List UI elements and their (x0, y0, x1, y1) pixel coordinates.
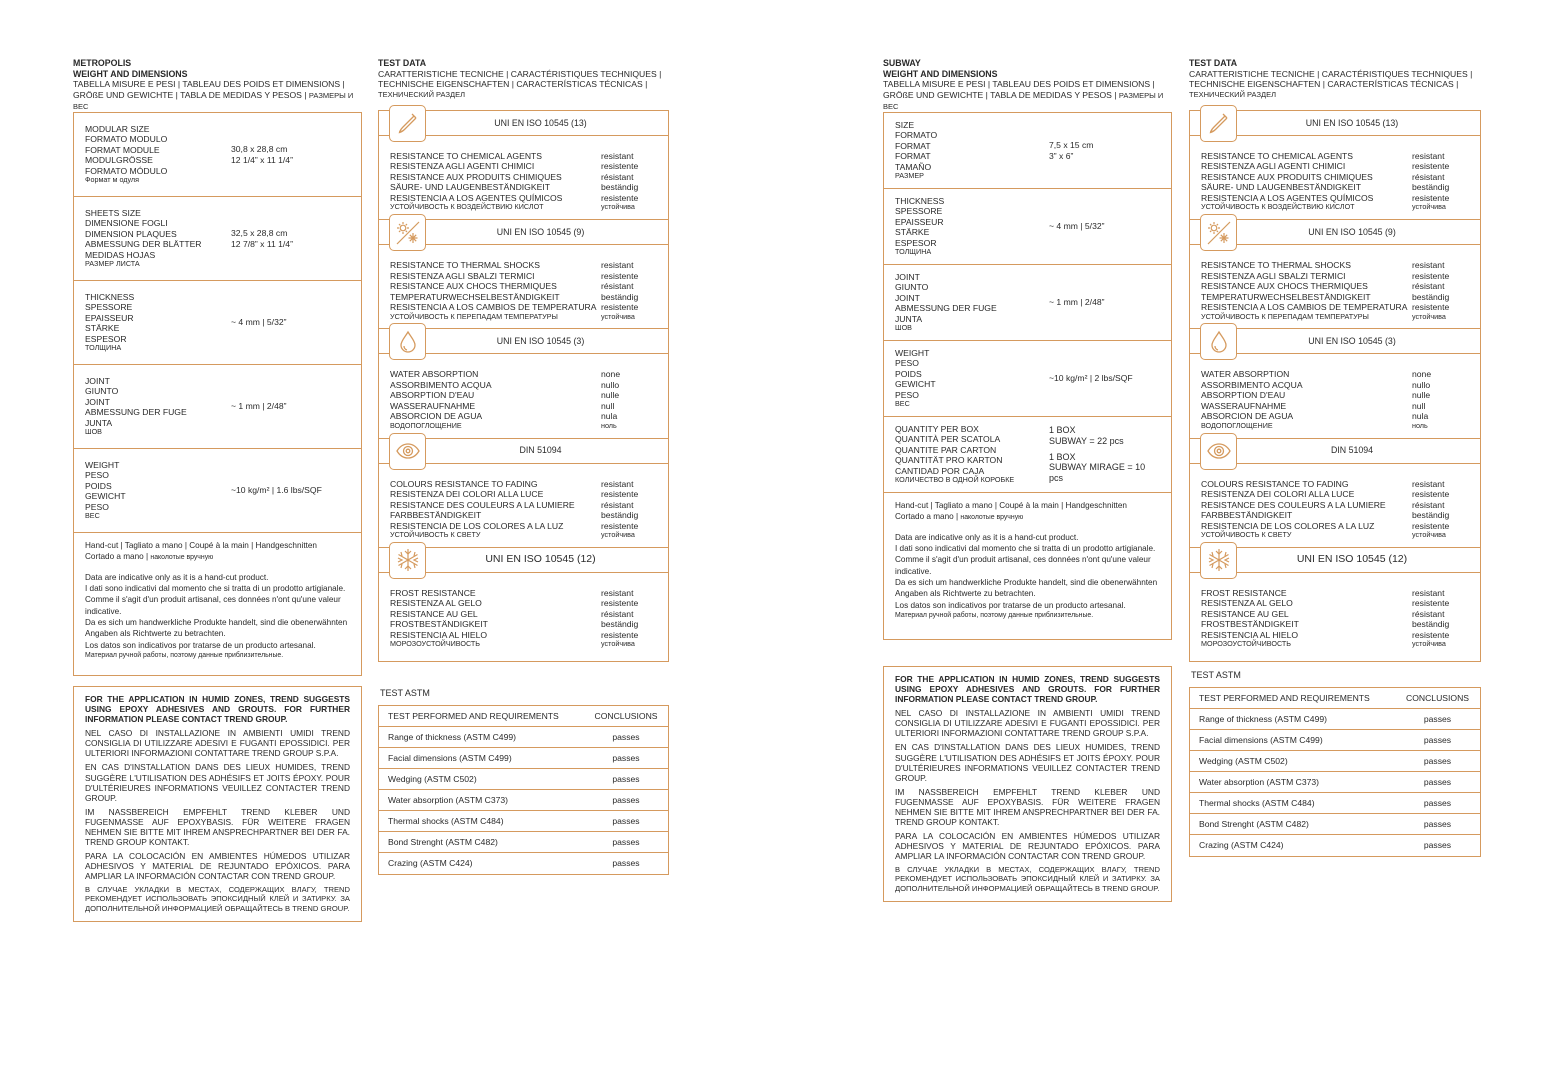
test-result-line: RESISTENCIA A LOS AGENTES QUÍMICOS resistente (390, 192, 639, 203)
test-standard: UNI EN ISO 10545 (9) (496, 226, 585, 237)
astm-header-row: TEST PERFORMED AND REQUIREMENTS CONCLUSIONS (379, 706, 668, 727)
dimension-section: JOINT GIUNTO JOINT ABMESSUNG DER FUGE JUNTA ШОВ ~ 1 mm | 2/48” (74, 365, 361, 449)
astm-row: Wedging (ASTM C502) passes (379, 769, 668, 790)
product-title: METROPOLIS (73, 58, 132, 68)
test-result-line: RESISTANCE AUX PRODUITS CHIMIQUES résistant (390, 171, 634, 182)
test-standard-row (379, 548, 668, 573)
test-results (1190, 354, 1480, 438)
test-result-line: МОРОЗОУСТОЙЧИВОСТЬ устойчива (1201, 639, 1446, 649)
test-result-line: WATER ABSORPTION none (1201, 369, 1432, 380)
dimensions-box (883, 112, 1172, 640)
dimension-section: WEIGHT PESO POIDS GEWICHT PESO ВЕС ~10 kg/m² | 1.6 lbs/SQF (74, 449, 361, 533)
test-standard: UNI EN ISO 10545 (9) (1308, 226, 1396, 237)
dimension-section: THICKNESS SPESSORE EPAISSEUR STÄRKE ESPESOR ТОЛЩИНА ~ 4 mm | 5/32” (884, 189, 1171, 265)
dimension-section: SIZE FORMATO FORMAT FORMAT TAMAÑO РАЗМЕР 7,5 x 15 cm 3” x 6” (884, 113, 1171, 189)
dimension-section: SHEETS SIZE DIMENSIONE FOGLI DIMENSION PLAQUES ABMESSUNG DER BLÄTTER MEDIDAS HOJAS РАЗМЕР ЛИСТА 32,5 x 28,8 cm 12 7/8” x 11 1/4” (74, 197, 361, 281)
test-result-line: SÄURE- UND LAUGENBESTÄNDIGKEIT beständig (390, 182, 639, 193)
test-result-line: RESISTENZA AGLI SBALZI TERMICI resistente (390, 270, 639, 281)
astm-row: Crazing (ASTM C424) passes (1199, 840, 1452, 851)
test-result-line: RESISTENCIA A LOS AGENTES QUÍMICOS resistente (1201, 192, 1450, 203)
test-result-line: RESISTENCIA AL HIELO resistente (1201, 629, 1450, 640)
test-result-line: FARBBESTÄNDIGKEIT beständig (390, 510, 639, 521)
brush-icon (389, 105, 426, 142)
test-result-line: RESISTANCE TO THERMAL SHOCKS resistant (390, 260, 634, 271)
test-results (1190, 136, 1480, 220)
test-result-line: ASSORBIMENTO ACQUA nullo (1201, 379, 1431, 390)
test-results (379, 354, 668, 438)
test-standard-row (1190, 220, 1480, 245)
test-result-line: УСТОЙЧИВОСТЬ К ВОЗДЕЙСТВИЮ КИСЛОТ устойчива (1201, 202, 1446, 212)
test-result-line: RESISTENCIA A LOS CAMBIOS DE TEMPERATURA resistente (390, 302, 639, 313)
header-line: CARATTERISTICHE TECNICHE | CARACTÉRISTIQUES TECHNIQUES | (1189, 68, 1473, 79)
test-standard-row (379, 111, 668, 136)
test-result-line: RESISTANCE DES COULEURS A LA LUMIERE résistant (1201, 499, 1445, 510)
test-result-line: МОРОЗОУСТОЙЧИВОСТЬ устойчива (390, 639, 635, 649)
header-line: ТЕХНИЧЕСКИЙ РАЗДЕЛ (1189, 90, 1276, 100)
test-result-line: RESISTENZA AL GELO resistente (390, 598, 639, 609)
test-result-line: COLOURS RESISTANCE TO FADING resistant (390, 478, 634, 489)
test-result-line: RESISTENCIA AL HIELO resistente (390, 629, 639, 640)
header-line: TECHNISCHE EIGENSCHAFTEN | CARACTERÍSTICAS TÉCNICAS | (378, 79, 648, 90)
header-line: TABELLA MISURE E PESI | TABLEAU DES POIDS ET DIMENSIONS | (73, 79, 345, 90)
test-standard: UNI EN ISO 10545 (13) (494, 117, 587, 128)
test-standard-row (379, 329, 668, 354)
test-standard-row (1190, 329, 1480, 354)
dimension-section: JOINT GIUNTO JOINT ABMESSUNG DER FUGE JUNTA ШОВ ~ 1 mm | 2/48” (884, 265, 1171, 341)
test-result-line: RESISTANCE AU GEL résistant (390, 608, 634, 619)
sun-snowflake-icon (389, 214, 426, 251)
test-result-line: RESISTANCE TO CHEMICAL AGENTS resistant (390, 151, 634, 161)
astm-row: Facial dimensions (ASTM C499) passes (1190, 730, 1480, 751)
test-standard: UNI EN ISO 10545 (12) (1296, 553, 1408, 566)
astm-table (1189, 687, 1481, 857)
test-standard: DIN 51094 (519, 445, 562, 456)
test-result-line: RESISTENZA DEI COLORI ALLA LUCE resistente (390, 489, 639, 500)
section-title: TEST DATA (378, 58, 427, 68)
test-standard: DIN 51094 (1330, 445, 1374, 456)
test-result-line: TEMPERATURWECHSELBESTÄNDIGKEIT beständig (1201, 291, 1450, 302)
subway-column (883, 58, 1172, 902)
test-standard-row (379, 220, 668, 245)
test-standard: UNI EN ISO 10545 (3) (496, 336, 585, 347)
test-data-box (1189, 110, 1481, 662)
test-result-line: SÄURE- UND LAUGENBESTÄNDIGKEIT beständig (1201, 182, 1450, 193)
astm-row: Thermal shocks (ASTM C484) passes (1190, 793, 1480, 814)
test-result-line: УСТОЙЧИВОСТЬ К СВЕТУ устойчива (390, 530, 635, 540)
header-line: TABELLA MISURE E PESI | TABLEAU DES POIDS ET DIMENSIONS | (883, 79, 1155, 90)
section-title: WEIGHT AND DIMENSIONS (883, 68, 998, 79)
test-result-line: WASSERAUFNAHME null (1201, 400, 1426, 411)
astm-row: Thermal shocks (ASTM C484) passes (379, 811, 668, 832)
test-result-line: УСТОЙЧИВОСТЬ К ПЕРЕПАДАМ ТЕМПЕРАТУРЫ устойчива (1201, 311, 1446, 321)
astm-row: Range of thickness (ASTM C499) passes (379, 727, 668, 748)
header-line: GRÖßE UND GEWICHTE | TABLA DE MEDIDAS Y PESOS | РАЗМЕРЫ И ВЕС (883, 89, 1164, 111)
astm-row: Bond Strenght (ASTM C482) passes (1190, 814, 1480, 835)
astm-row: Water absorption (ASTM C373) passes (379, 790, 668, 811)
test-standard: UNI EN ISO 10545 (12) (485, 553, 596, 566)
astm-title: TEST ASTM (1191, 670, 1241, 681)
test-result-line: RESISTANCE AU GEL résistant (1201, 608, 1445, 619)
water-drop-icon (389, 323, 426, 360)
header-line: ТЕХНИЧЕСКИЙ РАЗДЕЛ (378, 90, 465, 100)
test-result-line: WATER ABSORPTION none (390, 369, 621, 380)
test-result-line: RESISTENZA AL GELO resistente (1201, 598, 1450, 609)
astm-header-row: TEST PERFORMED AND REQUIREMENTS CONCLUSIONS (1190, 688, 1480, 709)
snowflake-icon (389, 542, 426, 579)
metropolis-header (73, 58, 362, 112)
test-result-line: УСТОЙЧИВОСТЬ К ПЕРЕПАДАМ ТЕМПЕРАТУРЫ устойчива (390, 311, 635, 321)
test-result-line: RESISTANCE AUX CHOCS THERMIQUES résistant (390, 281, 634, 292)
test-result-line: FROST RESISTANCE resistant (1201, 587, 1445, 598)
test-result-line: RESISTENZA AGLI AGENTI CHIMICI resistente (390, 161, 639, 172)
test-result-line: FARBBESTÄNDIGKEIT beständig (1201, 510, 1450, 521)
dimension-section: THICKNESS SPESSORE EPAISSEUR STÄRKE ESPESOR ТОЛЩИНА ~ 4 mm | 5/32” (74, 281, 361, 365)
test-result-line: RESISTANCE DES COULEURS A LA LUMIERE résistant (390, 499, 634, 510)
test-result-line: ASSORBIMENTO ACQUA nullo (390, 379, 620, 390)
test-data-header (1189, 58, 1481, 110)
test-result-line: RESISTENZA AGLI SBALZI TERMICI resistente (1201, 270, 1450, 281)
test-result-line: ABSORCION DE AGUA nula (1201, 411, 1429, 422)
eye-icon (1200, 433, 1237, 470)
test-result-line: TEMPERATURWECHSELBESTÄNDIGKEIT beständig (390, 291, 639, 302)
test-data-box (378, 110, 669, 662)
astm-row: Crazing (ASTM C424) passes (388, 858, 640, 869)
test-results (379, 136, 668, 220)
dimension-section: MODULAR SIZE FORMATO MODULO FORMAT MODULE MODULGRÖSSE FORMATO MÓDULO Формат м одуля 30,8 x 28,8 cm 12 1/4” x 11 1/4” (74, 113, 361, 197)
test-result-line: ABSORCION DE AGUA nula (390, 411, 618, 422)
test-result-line: RESISTENCIA DE LOS COLORES A LA LUZ resistente (390, 520, 639, 531)
astm-title: TEST ASTM (380, 688, 430, 699)
water-drop-icon (1200, 323, 1237, 360)
astm-row: Water absorption (ASTM C373) passes (1190, 772, 1480, 793)
test-data-header (378, 58, 669, 110)
test-result-line: ABSORPTION D'EAU nulle (1201, 390, 1431, 401)
test-result-line: RESISTANCE AUX PRODUITS CHIMIQUES résistant (1201, 171, 1445, 182)
sun-snowflake-icon (1200, 214, 1237, 251)
subway-header (883, 58, 1172, 112)
eye-icon (389, 433, 426, 470)
test-result-line: УСТОЙЧИВОСТЬ К ВОЗДЕЙСТВИЮ КИСЛОТ устойчива (390, 202, 635, 212)
header-line: CARATTERISTICHE TECNICHE | CARACTÉRISTIQUES TECHNIQUES | (378, 68, 662, 79)
astm-table (378, 705, 669, 875)
section-title: TEST DATA (1189, 58, 1238, 68)
test-data-column-left (378, 58, 669, 875)
test-result-line: ВОДОПОГЛОЩЕНИЕ ноль (1201, 420, 1428, 430)
test-results (379, 573, 668, 661)
test-results (1190, 245, 1480, 329)
test-data-column-right (1189, 58, 1481, 857)
humid-zones-notice: FOR THE APPLICATION IN HUMID ZONES, TREND SUGGESTS USING EPOXY ADHESIVES AND GROUTS. FOR FURTHER INFORMATION PLEASE CONTACT TREND GROUP. NEL CASO DI INSTALLAZIONE IN AMBIENTI UMIDI TREND CONSIGLIA DI UTILIZZARE ADESIVI E FUGANTI EPOSSIDICI. PER ULTERIORI INFORMAZIONI CONTATTARE TREND GROUP S.P.A. EN CAS D'INSTALLATION DANS DES LIEUX HUMIDES, TREND SUGGÈRE L'UTILISATION DES ADHÉSIFS ET JOITS ÉPOXY. POUR D'ULTÉRIEURES INFORMATIONS VEUILLEZ CONTACTER TREND GROUP. IM NASSBEREICH EMPFEHLT TREND KLEBER UND FUGENMASSE AUF EPOXYBASIS. FÜR WEITERE FRAGEN NEHMEN SIE BITTE MIT IHREM ANSPRECHPARTNER BEI DER FA. TREND GROUP KONTAKT. PARA LA COLOCACIÓN EN AMBIENTES HÚMEDOS UTILIZAR ADHESIVOS Y MATERIAL DE REJUNTADO EPÓXICOS. PARA AMPLIAR LA INFORMACIÓN CONTACTAR CON TREND GROUP. В СЛУЧАЕ УКЛАДКИ В МЕСТАХ, СОДЕРЖАЩИХ ВЛАГУ, TREND РЕКОМЕНДУЕТ ИСПОЛЬЗОВАТЬ ЭПОКСИДНЫЙ КЛЕЙ И ЗАТИРКУ. ЗА ДОПОЛНИТЕЛЬНОЙ ИНФОРМАЦИЕЙ ОБРАЩАЙТЕСЬ В TREND GROUP. (73, 686, 362, 922)
test-result-line: FROSTBESTÄNDIGKEIT beständig (390, 619, 639, 630)
dimensions-box (73, 112, 362, 676)
test-result-line: УСТОЙЧИВОСТЬ К СВЕТУ устойчива (1201, 530, 1446, 540)
test-standard: UNI EN ISO 10545 (13) (1305, 117, 1399, 128)
product-title: SUBWAY (883, 58, 921, 68)
test-result-line: COLOURS RESISTANCE TO FADING resistant (1201, 478, 1445, 489)
test-result-line: RESISTENCIA DE LOS COLORES A LA LUZ resistente (1201, 520, 1450, 531)
astm-row: Wedging (ASTM C502) passes (1190, 751, 1480, 772)
test-result-line: RESISTANCE TO THERMAL SHOCKS resistant (1201, 260, 1445, 271)
test-result-line: RESISTANCE TO CHEMICAL AGENTS resistant (1201, 151, 1445, 161)
test-standard-row (1190, 548, 1480, 573)
handcut-note: Hand-cut | Tagliato a mano | Coupé à la main | Handgeschnitten Cortado a mano | наколотые вручную Data are indicative only as it is a hand-cut product. I dati sono indicativi dal momento che si tratta di un prodotto artigianale. Comme il s'agit d'un produit artisanal, ces données n'ont qu'une valeur indicative. Da es sich um handwerkliche Produkte handelt, sind die obenerwähnten Angaben als Richtwerte zu betrachten. Los datos son indicativos por tratarse de un producto artesanal. Материал ручной работы, поэтому данные приблизительные. (85, 541, 348, 660)
section-title: WEIGHT AND DIMENSIONS (73, 68, 188, 79)
handcut-note: Hand-cut | Tagliato a mano | Coupé à la main | Handgeschnitten Cortado a mano | наколотые вручную Data are indicative only as it is a hand-cut product. I dati sono indicativi dal momento che si tratta di un prodotto artigianale. Comme il s'agit d'un produit artisanal, ces données n'ont qu'une valeur indicative. Da es sich um handwerkliche Produkte handelt, sind die obenerwähnten Angaben als Richtwerte zu betrachten. Los datos son indicativos por tratarse de un producto artesanal. Материал ручной работы, поэтому данные приблизительные. (895, 501, 1158, 620)
test-standard-row (1190, 111, 1480, 136)
metropolis-column (73, 58, 362, 922)
astm-row: Facial dimensions (ASTM C499) passes (379, 748, 668, 769)
test-result-line: RESISTENCIA A LOS CAMBIOS DE TEMPERATURA resistente (1201, 302, 1450, 313)
dimension-section: WEIGHT PESO POIDS GEWICHT PESO ВЕС ~10 kg/m² | 2 lbs/SQF (884, 341, 1171, 417)
test-results (1190, 464, 1480, 548)
test-result-line: RESISTENZA DEI COLORI ALLA LUCE resistente (1201, 489, 1450, 500)
test-standard-row (379, 439, 668, 464)
astm-row: Bond Strenght (ASTM C482) passes (379, 832, 668, 853)
test-results (379, 464, 668, 548)
dimension-section: QUANTITY PER BOX QUANTITÀ PER SCATOLA QUANTITE PAR CARTON QUANTITÄT PRO KARTON CANTIDAD POR CAJA КОЛИЧЕСТВО В ОДНОЙ КОРОБКЕ 1 BOX SUBWAY = 22 pcs 1 BOX SUBWAY MIRAGE = 10 pcs (884, 417, 1171, 493)
test-results (379, 245, 668, 329)
test-result-line: ВОДОПОГЛОЩЕНИЕ ноль (390, 420, 617, 430)
test-result-line: FROST RESISTANCE resistant (390, 587, 634, 598)
brush-icon (1200, 105, 1237, 142)
header-line: TECHNISCHE EIGENSCHAFTEN | CARACTERÍSTICAS TÉCNICAS | (1189, 79, 1459, 90)
test-result-line: FROSTBESTÄNDIGKEIT beständig (1201, 619, 1450, 630)
test-standard-row (1190, 439, 1480, 464)
humid-zones-notice: FOR THE APPLICATION IN HUMID ZONES, TREND SUGGESTS USING EPOXY ADHESIVES AND GROUTS. FOR FURTHER INFORMATION PLEASE CONTACT TREND GROUP. NEL CASO DI INSTALLAZIONE IN AMBIENTI UMIDI TREND CONSIGLIA DI UTILIZZARE ADESIVI E FUGANTI EPOSSIDICI. PER ULTERIORI INFORMAZIONI CONTATTARE TREND GROUP S.P.A. EN CAS D'INSTALLATION DANS DES LIEUX HUMIDES, TREND SUGGÈRE L'UTILISATION DES ADHÉSIFS ET JOITS ÉPOXY. POUR D'ULTÉRIEURES INFORMATIONS VEUILLEZ CONTACTER TREND GROUP. IM NASSBEREICH EMPFEHLT TREND KLEBER UND FUGENMASSE AUF EPOXYBASIS. FÜR WEITERE FRAGEN NEHMEN SIE BITTE MIT IHREM ANSPRECHPARTNER BEI DER FA. TREND GROUP KONTAKT. PARA LA COLOCACIÓN EN AMBIENTES HÚMEDOS UTILIZAR ADHESIVOS Y MATERIAL DE REJUNTADO EPÓXICOS. PARA AMPLIAR LA INFORMACIÓN CONTACTAR CON TREND GROUP. В СЛУЧАЕ УКЛАДКИ В МЕСТАХ, СОДЕРЖАЩИХ ВЛАГУ, TREND РЕКОМЕНДУЕТ ИСПОЛЬЗОВАТЬ ЭПОКСИДНЫЙ КЛЕЙ И ЗАТИРКУ. ЗА ДОПОЛНИТЕЛЬНОЙ ИНФОРМАЦИЕЙ ОБРАЩАЙТЕСЬ В TREND GROUP. (883, 666, 1172, 902)
snowflake-icon (1200, 542, 1237, 579)
test-result-line: RESISTENZA AGLI AGENTI CHIMICI resistente (1201, 161, 1450, 172)
header-line: GRÖßE UND GEWICHTE | TABLA DE MEDIDAS Y PESOS | РАЗМЕРЫ И ВЕС (73, 89, 354, 111)
astm-row: Range of thickness (ASTM C499) passes (1190, 709, 1480, 730)
test-results (1190, 573, 1480, 661)
test-standard: UNI EN ISO 10545 (3) (1308, 336, 1396, 347)
test-result-line: ABSORPTION D'EAU nulle (390, 390, 620, 401)
test-result-line: WASSERAUFNAHME null (390, 400, 615, 411)
test-result-line: RESISTANCE AUX CHOCS THERMIQUES résistant (1201, 281, 1445, 292)
